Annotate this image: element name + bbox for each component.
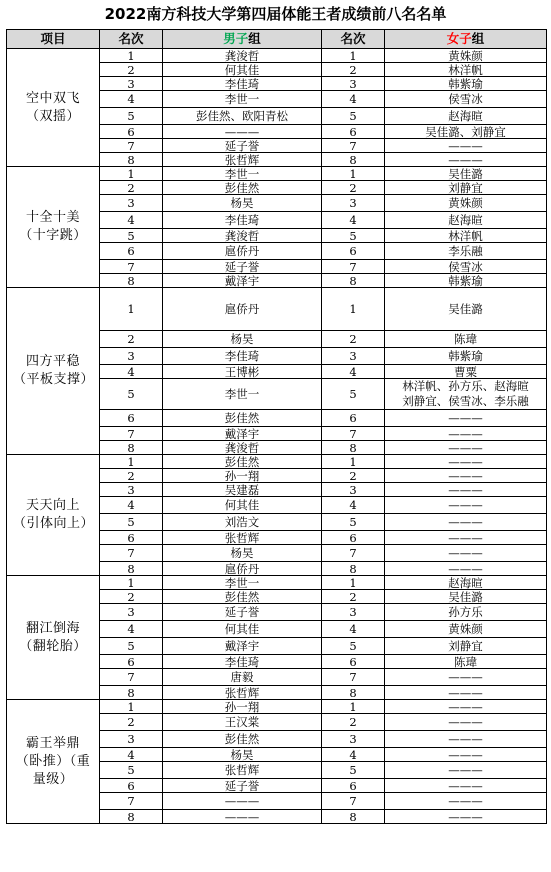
female-rank-cell: 5: [322, 379, 385, 410]
female-name-cell: ———: [385, 731, 547, 748]
male-rank-cell: 3: [100, 195, 163, 212]
male-rank-cell: 4: [100, 365, 163, 379]
female-name-cell: ———: [385, 455, 547, 469]
male-name-cell: 李佳琦: [163, 348, 322, 365]
male-rank-cell: 6: [100, 655, 163, 669]
female-rank-cell: 4: [322, 212, 385, 229]
female-rank-cell: 1: [322, 49, 385, 63]
female-rank-cell: 3: [322, 731, 385, 748]
female-name-cell: ———: [385, 410, 547, 427]
male-name-cell: 扈侨丹: [163, 562, 322, 576]
male-rank-cell: 1: [100, 167, 163, 181]
male-name-cell: ———: [163, 793, 322, 810]
female-group-header: [385, 30, 547, 49]
male-name-cell: 李世一: [163, 167, 322, 181]
male-rank-cell: 7: [100, 260, 163, 274]
female-name-cell: 吴佳潞: [385, 590, 547, 604]
project-header: 项目: [7, 30, 100, 49]
female-rank-cell: 8: [322, 562, 385, 576]
male-name-cell: 扈侨丹: [163, 243, 322, 260]
table-row: [7, 700, 547, 714]
male-rank-cell: 4: [100, 212, 163, 229]
male-rank-cell: 3: [100, 731, 163, 748]
female-rank-cell: 4: [322, 91, 385, 108]
table-row: [7, 288, 547, 331]
male-rank-cell: 7: [100, 793, 163, 810]
male-rank-cell: 1: [100, 700, 163, 714]
male-rank-cell: 3: [100, 604, 163, 621]
male-name-cell: 戴泽宇: [163, 638, 322, 655]
male-rank-cell: 1: [100, 49, 163, 63]
male-rank-cell: 5: [100, 638, 163, 655]
male-rank-cell: 3: [100, 483, 163, 497]
female-header-prefix: 女子: [446, 31, 472, 46]
female-rank-cell: 4: [322, 621, 385, 638]
male-rank-cell: 7: [100, 669, 163, 686]
male-name-cell: 延子誉: [163, 139, 322, 153]
male-rank-cell: 8: [100, 686, 163, 700]
male-header-suffix: 组: [248, 31, 261, 46]
female-name-cell: 赵海暄: [385, 212, 547, 229]
female-name-cell: ———: [385, 427, 547, 441]
male-name-cell: 彭佳然、欧阳青松: [163, 108, 322, 125]
female-name-cell: ———: [385, 748, 547, 762]
female-rank-cell: 8: [322, 810, 385, 824]
male-name-cell: ———: [163, 125, 322, 139]
female-name-cell: ———: [385, 483, 547, 497]
female-name-cell: 林洋帆、孙方乐、赵海暄 刘静宜、侯雪冰、李乐融: [385, 379, 547, 410]
male-name-cell: 何其佳: [163, 621, 322, 638]
female-rank-cell: 3: [322, 195, 385, 212]
male-name-cell: 张哲辉: [163, 153, 322, 167]
female-name-cell: ———: [385, 497, 547, 514]
female-rank-cell: 1: [322, 576, 385, 590]
male-rank-cell: 4: [100, 91, 163, 108]
female-rank-cell: 5: [322, 229, 385, 243]
female-rank-cell: 5: [322, 514, 385, 531]
male-name-cell: 李佳琦: [163, 212, 322, 229]
female-name-cell: 赵海暄: [385, 576, 547, 590]
male-name-cell: 扈侨丹: [163, 288, 322, 331]
male-rank-cell: 8: [100, 274, 163, 288]
female-name-cell: ———: [385, 545, 547, 562]
male-name-cell: 杨昊: [163, 748, 322, 762]
male-rank-cell: 3: [100, 77, 163, 91]
event-name: 霸王举鼎（卧推）（重量级）: [7, 700, 100, 824]
female-name-cell: 吴佳潞: [385, 288, 547, 331]
female-name-cell: 韩紫瑜: [385, 274, 547, 288]
male-name-cell: 彭佳然: [163, 731, 322, 748]
female-rank-cell: 6: [322, 655, 385, 669]
female-name-cell: 韩紫瑜: [385, 77, 547, 91]
male-rank-cell: 7: [100, 139, 163, 153]
male-rank-cell: 1: [100, 288, 163, 331]
female-name-cell: ———: [385, 441, 547, 455]
female-rank-cell: 2: [322, 714, 385, 731]
male-rank-cell: 5: [100, 108, 163, 125]
male-rank-cell: 5: [100, 514, 163, 531]
results-table: [6, 29, 547, 824]
male-rank-cell: 7: [100, 427, 163, 441]
female-name-cell: ———: [385, 531, 547, 545]
male-rank-cell: 2: [100, 331, 163, 348]
female-rank-cell: 4: [322, 748, 385, 762]
male-name-cell: 何其佳: [163, 63, 322, 77]
female-rank-cell: 2: [322, 331, 385, 348]
male-name-cell: 彭佳然: [163, 410, 322, 427]
female-rank-cell: 7: [322, 139, 385, 153]
male-rank-cell: 2: [100, 181, 163, 195]
female-name-cell: ———: [385, 669, 547, 686]
female-name-cell: 林洋帆: [385, 63, 547, 77]
male-name-cell: 彭佳然: [163, 455, 322, 469]
female-rank-cell: 1: [322, 455, 385, 469]
female-rank-cell: 2: [322, 469, 385, 483]
female-name-cell: 吴佳潞、刘静宜: [385, 125, 547, 139]
male-rank-cell: 4: [100, 621, 163, 638]
female-name-cell: 林洋帆: [385, 229, 547, 243]
female-rank-cell: 1: [322, 167, 385, 181]
male-name-cell: 刘浩文: [163, 514, 322, 531]
female-rank-cell: 8: [322, 441, 385, 455]
male-rank-cell: 1: [100, 455, 163, 469]
male-group-header: [163, 30, 322, 49]
male-rank-cell: 8: [100, 562, 163, 576]
female-name-cell: ———: [385, 762, 547, 779]
male-rank-cell: 4: [100, 748, 163, 762]
male-name-cell: 李世一: [163, 576, 322, 590]
male-name-cell: 杨昊: [163, 545, 322, 562]
male-rank-cell: 2: [100, 590, 163, 604]
results-body: [7, 49, 547, 824]
event-name: 四方平稳（平板支撑）: [7, 288, 100, 455]
male-name-cell: ———: [163, 810, 322, 824]
male-rank-cell: 4: [100, 497, 163, 514]
female-rank-cell: 7: [322, 669, 385, 686]
male-name-cell: 延子誉: [163, 604, 322, 621]
female-rank-cell: 8: [322, 686, 385, 700]
male-name-cell: 李世一: [163, 91, 322, 108]
female-rank-cell: 5: [322, 108, 385, 125]
male-name-cell: 彭佳然: [163, 181, 322, 195]
male-name-cell: 戴泽宇: [163, 427, 322, 441]
male-rank-cell: 2: [100, 63, 163, 77]
female-name-cell: 侯雪冰: [385, 91, 547, 108]
female-rank-cell: 6: [322, 531, 385, 545]
header-row: [7, 30, 547, 49]
female-rank-cell: 6: [322, 779, 385, 793]
female-rank-cell: 8: [322, 274, 385, 288]
male-rank-cell: 5: [100, 762, 163, 779]
male-name-cell: 龚浚哲: [163, 441, 322, 455]
female-rank-cell: 3: [322, 348, 385, 365]
male-rank-cell: 6: [100, 779, 163, 793]
male-name-cell: 张哲辉: [163, 762, 322, 779]
female-rank-cell: 7: [322, 260, 385, 274]
female-rank-cell: 1: [322, 288, 385, 331]
female-name-cell: 陈瑋: [385, 331, 547, 348]
female-rank-cell: 5: [322, 762, 385, 779]
event-name: 翻江倒海（翻轮胎）: [7, 576, 100, 700]
male-name-cell: 彭佳然: [163, 590, 322, 604]
female-name-cell: ———: [385, 714, 547, 731]
event-name: 十全十美（十字跳）: [7, 167, 100, 288]
event-name: 天天向上（引体向上）: [7, 455, 100, 576]
female-rank-cell: 4: [322, 365, 385, 379]
female-name-cell: ———: [385, 514, 547, 531]
female-name-cell: 黄姝颜: [385, 621, 547, 638]
page-title: 2022南方科技大学第四届体能王者成绩前八名名单: [104, 5, 447, 23]
male-name-cell: 龚浚哲: [163, 49, 322, 63]
male-name-cell: 吴建磊: [163, 483, 322, 497]
male-rank-cell: 8: [100, 810, 163, 824]
male-rank-cell: 7: [100, 545, 163, 562]
male-rank-cell: 8: [100, 153, 163, 167]
female-name-cell: 黄姝颜: [385, 49, 547, 63]
male-rank-cell: 3: [100, 348, 163, 365]
female-name-cell: 李乐融: [385, 243, 547, 260]
female-name-cell: ———: [385, 810, 547, 824]
male-rank-cell: 6: [100, 410, 163, 427]
female-header-suffix: 组: [471, 31, 485, 46]
female-rank-cell: 5: [322, 638, 385, 655]
female-rank-cell: 8: [322, 153, 385, 167]
female-rank-cell: 6: [322, 410, 385, 427]
male-rank-cell: 2: [100, 714, 163, 731]
female-name-cell: ———: [385, 562, 547, 576]
male-rank-cell: 5: [100, 229, 163, 243]
male-name-cell: 唐毅: [163, 669, 322, 686]
male-name-cell: 张哲辉: [163, 531, 322, 545]
event-name: 空中双飞（双摇）: [7, 49, 100, 167]
female-rank-cell: 6: [322, 243, 385, 260]
male-rank-cell: 8: [100, 441, 163, 455]
female-name-cell: 孙方乐: [385, 604, 547, 621]
male-name-cell: 戴泽宇: [163, 274, 322, 288]
female-name-cell: ———: [385, 139, 547, 153]
female-name-cell: 曹粟: [385, 365, 547, 379]
male-rank-header: 名次: [100, 30, 163, 49]
male-rank-cell: 1: [100, 576, 163, 590]
female-rank-cell: 7: [322, 427, 385, 441]
male-name-cell: 李世一: [163, 379, 322, 410]
male-name-cell: 孙一翔: [163, 469, 322, 483]
male-name-cell: 李佳琦: [163, 655, 322, 669]
female-name-cell: 黄姝颜: [385, 195, 547, 212]
male-name-cell: 延子誉: [163, 260, 322, 274]
table-row: [7, 455, 547, 469]
male-header-prefix: 男子: [223, 31, 249, 46]
male-name-cell: 孙一翔: [163, 700, 322, 714]
female-rank-cell: 3: [322, 483, 385, 497]
female-name-cell: ———: [385, 153, 547, 167]
female-rank-cell: 3: [322, 604, 385, 621]
female-rank-cell: 3: [322, 77, 385, 91]
female-name-cell: 侯雪冰: [385, 260, 547, 274]
female-rank-cell: 1: [322, 700, 385, 714]
table-row: [7, 576, 547, 590]
female-name-cell: 刘静宜: [385, 638, 547, 655]
male-rank-cell: 6: [100, 243, 163, 260]
male-name-cell: 杨昊: [163, 195, 322, 212]
male-rank-cell: 6: [100, 125, 163, 139]
male-name-cell: 龚浚哲: [163, 229, 322, 243]
female-rank-cell: 7: [322, 545, 385, 562]
male-rank-cell: 6: [100, 531, 163, 545]
female-name-cell: 刘静宜: [385, 181, 547, 195]
female-name-cell: 赵海暄: [385, 108, 547, 125]
female-name-cell: 陈瑋: [385, 655, 547, 669]
male-name-cell: 王汉棠: [163, 714, 322, 731]
female-rank-cell: 2: [322, 181, 385, 195]
female-rank-cell: 4: [322, 497, 385, 514]
female-rank-header: 名次: [322, 30, 385, 49]
male-name-cell: 杨昊: [163, 331, 322, 348]
table-row: [7, 167, 547, 181]
male-rank-cell: 5: [100, 379, 163, 410]
female-name-cell: ———: [385, 793, 547, 810]
male-rank-cell: 2: [100, 469, 163, 483]
female-name-cell: ———: [385, 686, 547, 700]
male-name-cell: 王博彬: [163, 365, 322, 379]
female-rank-cell: 2: [322, 63, 385, 77]
table-row: [7, 49, 547, 63]
female-rank-cell: 2: [322, 590, 385, 604]
male-name-cell: 张哲辉: [163, 686, 322, 700]
male-name-cell: 何其佳: [163, 497, 322, 514]
female-name-cell: 韩紫瑜: [385, 348, 547, 365]
female-name-cell: ———: [385, 469, 547, 483]
female-name-cell: 吴佳潞: [385, 167, 547, 181]
female-name-cell: ———: [385, 779, 547, 793]
female-name-cell: ———: [385, 700, 547, 714]
female-rank-cell: 7: [322, 793, 385, 810]
female-rank-cell: 6: [322, 125, 385, 139]
male-name-cell: 延子誉: [163, 779, 322, 793]
male-name-cell: 李佳琦: [163, 77, 322, 91]
